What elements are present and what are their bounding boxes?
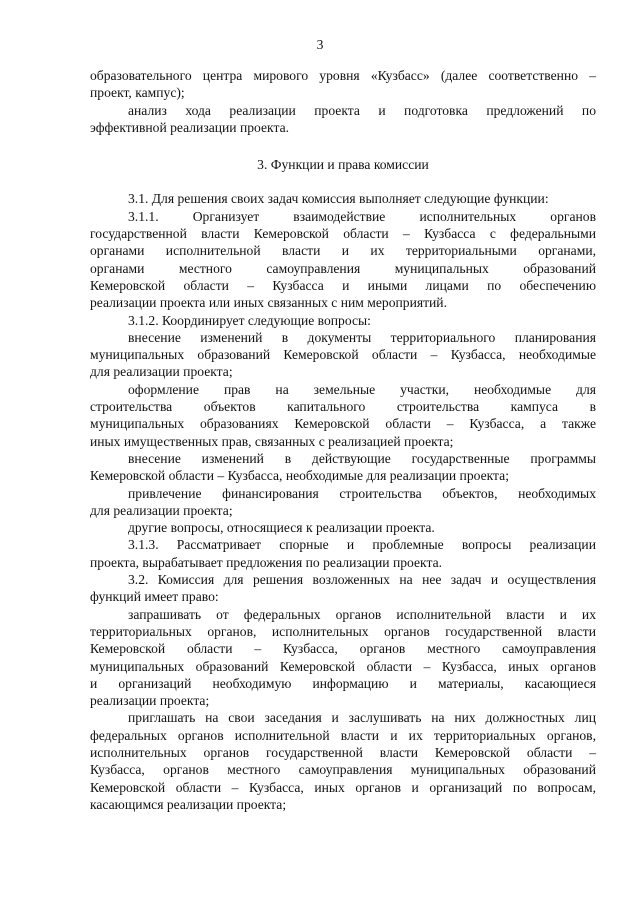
text-line: реализации проекта;: [90, 693, 210, 709]
text-line: эффективной реализации проекта.: [90, 119, 289, 135]
text-line: для реализации проекта;: [90, 502, 233, 518]
text-line: иных имущественных прав, связанных с реализацией проекта;: [90, 433, 454, 449]
text-line: федеральных органов исполнительной власти и их территориальных органов,: [90, 727, 596, 743]
text-line: 3.1.3. Рассматривает спорные и проблемные вопросы реализации: [128, 537, 596, 553]
text-line: запрашивать от федеральных органов исполнительной власти и их: [128, 606, 596, 622]
text-line: проекта, вырабатывает предложения по реализации проекта.: [90, 554, 442, 570]
text-line: государственной власти Кемеровской области – Кузбасса с федеральными: [90, 226, 596, 242]
text-line: муниципальных образований Кемеровской области – Кузбасса, необходимые: [90, 347, 596, 363]
text-line: территориальных органов, исполнительных органов государственной власти: [90, 623, 596, 639]
text-line: 3.1.2. Координирует следующие вопросы:: [128, 312, 371, 328]
text-line: муниципальных образований Кемеровской области – Кузбасса, иных органов: [90, 658, 596, 674]
page-number: 3: [316, 37, 324, 52]
text-line: органами местного самоуправления муниципальных образований: [90, 260, 596, 276]
text-line: исполнительных органов государственной власти Кемеровской области –: [90, 744, 596, 760]
text-line: органами исполнительной власти и их территориальными органами,: [90, 243, 596, 259]
text-line: привлечение финансирования строительства объектов, необходимых: [128, 485, 596, 501]
text-line: внесение изменений в действующие государственные программы: [128, 450, 596, 466]
text-line: Кемеровской области – Кузбасса, необходимые для реализации проекта;: [90, 468, 509, 484]
text-line: 3.1. Для решения своих задач комиссия выполняет следующие функции:: [128, 191, 549, 207]
section-heading: 3. Функции и права комиссии: [257, 157, 429, 173]
text-line: приглашать на свои заседания и заслушивать на них должностных лиц: [128, 710, 596, 726]
text-line: Кемеровской области – Кузбасса, иных органов и организаций по вопросам,: [90, 779, 596, 795]
text-line: Кузбасса, органов местного самоуправления муниципальных образований: [90, 762, 596, 778]
text-line: функций имеет право:: [90, 589, 219, 605]
text-line: для реализации проекта;: [90, 364, 233, 380]
text-line: Кемеровской области – Кузбасса и иными лицами по обеспечению: [90, 277, 596, 293]
text-line: анализ хода реализации проекта и подготовка предложений по: [128, 102, 596, 118]
text-line: внесение изменений в документы территориального планирования: [128, 329, 596, 345]
text-line: 3.1.1. Организует взаимодействие исполнительных органов: [128, 208, 596, 224]
text-line: Кемеровской области – Кузбасса, органов местного самоуправления: [90, 641, 596, 657]
text-line: строительства объектов капитального строительства кампуса в: [90, 399, 596, 415]
text-line: касающимся реализации проекта;: [90, 796, 287, 812]
document-body: [90, 67, 596, 813]
text-line: оформление прав на земельные участки, необходимые для: [128, 381, 596, 397]
text-line: 3.2. Комиссия для решения возложенных на нее задач и осуществления: [128, 572, 596, 588]
text-line: и организаций необходимую информацию и материалы, касающиеся: [90, 675, 596, 691]
text-line: образовательного центра мирового уровня «Кузбасс» (далее соответственно –: [90, 68, 596, 83]
text-line: муниципальных образованиях Кемеровской области – Кузбасса, а также: [90, 416, 596, 432]
text-line: реализации проекта или иных связанных с ним мероприятий.: [90, 295, 447, 311]
text-line: другие вопросы, относящиеся к реализации проекта.: [128, 520, 435, 536]
text-line: проект, кампус);: [90, 85, 185, 101]
